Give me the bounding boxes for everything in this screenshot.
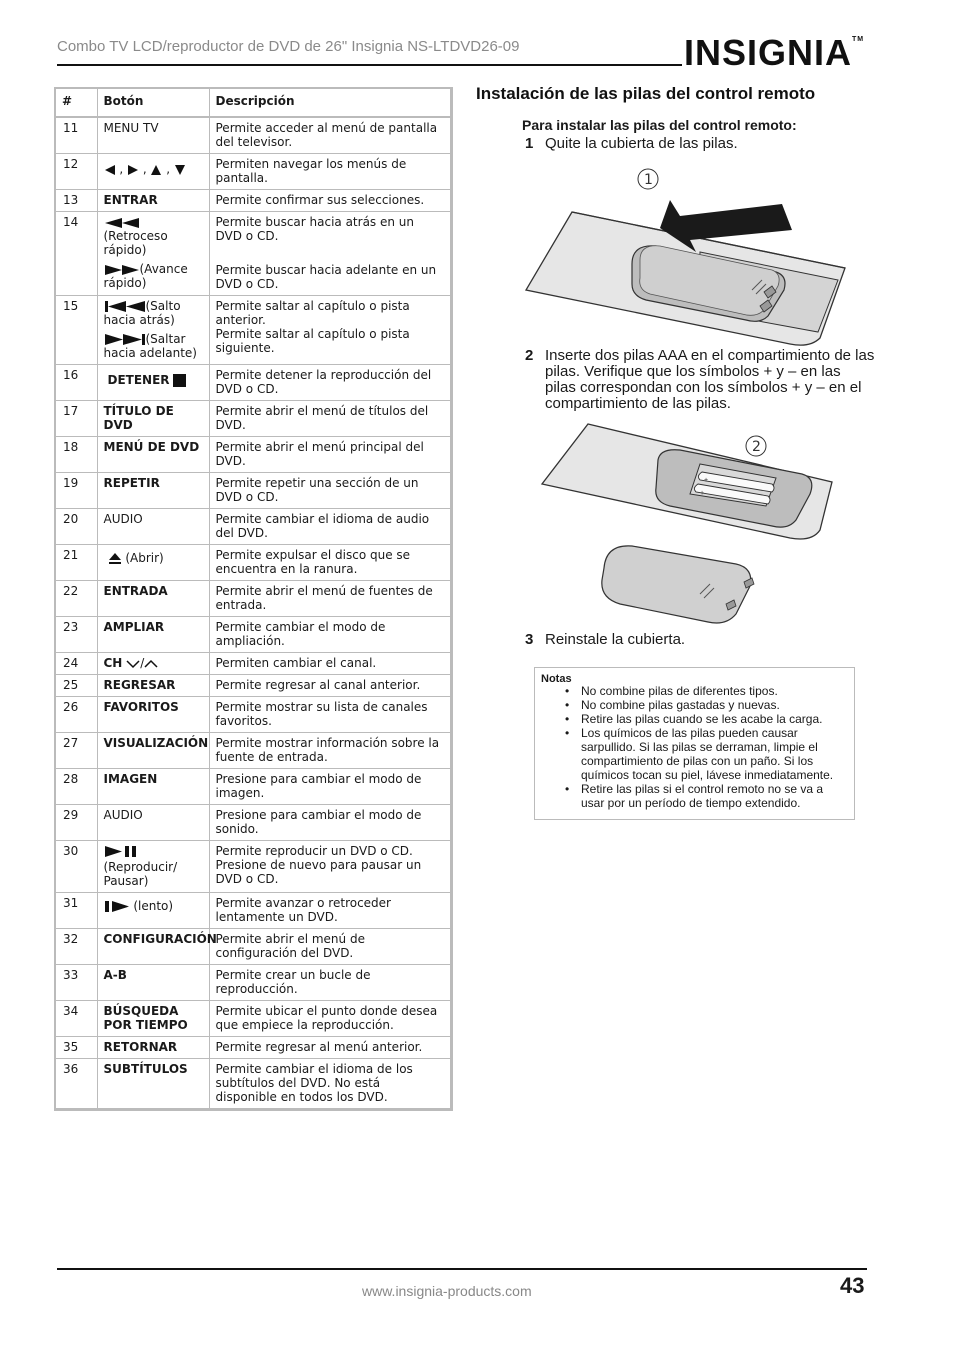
slow-label: (lento)	[133, 899, 174, 913]
row-button: BÚSQUEDA POR TIEMPO	[97, 1001, 209, 1037]
row-num: 30	[56, 841, 97, 893]
row-button: CONFIGURACIÓN	[97, 929, 209, 965]
row-desc: Permite repetir una sección de un DVD o CD.	[209, 473, 450, 509]
row-num: 27	[56, 733, 97, 769]
row-desc	[209, 296, 450, 365]
row-desc: Presione para cambiar el modo de imagen.	[209, 769, 450, 805]
row-button: REPETIR	[97, 473, 209, 509]
row-num: 23	[56, 617, 97, 653]
notes-box	[534, 667, 855, 820]
table-row	[56, 212, 450, 296]
row-desc: Permite abrir el menú de fuentes de entrada.	[209, 581, 450, 617]
row-num: 24	[56, 653, 97, 675]
table-row	[56, 545, 450, 581]
row-num: 11	[56, 117, 97, 154]
table-row	[56, 805, 450, 841]
notes-list	[535, 684, 846, 810]
rewind-icon	[104, 217, 140, 229]
row-num: 29	[56, 805, 97, 841]
logo-text: INSIGNIA	[684, 32, 853, 73]
chevron-up-icon	[144, 659, 158, 669]
step-number: 2	[525, 347, 534, 364]
row-desc: Permite expulsar el disco que se encuentra en la ranura.	[209, 545, 450, 581]
rewind-desc: Permite buscar hacia atrás en un DVD o CD.	[215, 215, 414, 243]
col-header-desc: Descripción	[209, 89, 450, 117]
section-heading: Instalación de las pilas del control remoto	[476, 84, 816, 103]
table-row	[56, 929, 450, 965]
row-desc: Permite crear un bucle de reproducción.	[209, 965, 450, 1001]
row-desc: Permite cambiar el modo de ampliación.	[209, 617, 450, 653]
table-row	[56, 733, 450, 769]
row-num: 19	[56, 473, 97, 509]
remove-cover-illustration	[520, 160, 850, 350]
table-row	[56, 697, 450, 733]
row-button: AMPLIAR	[97, 617, 209, 653]
page-number: 43	[840, 1273, 865, 1298]
table-row	[56, 965, 450, 1001]
table-row	[56, 617, 450, 653]
row-desc: Presione para cambiar el modo de sonido.	[209, 805, 450, 841]
step-text: Reinstale la cubierta.	[545, 631, 686, 648]
arrow-down-icon	[174, 164, 186, 176]
ch-label: CH	[103, 656, 123, 670]
table-row	[56, 509, 450, 545]
row-num: 26	[56, 697, 97, 733]
row-button: AUDIO	[97, 805, 209, 841]
row-num: 14	[56, 212, 97, 296]
row-desc: Permite regresar al canal anterior.	[209, 675, 450, 697]
row-num: 18	[56, 437, 97, 473]
footer-url: www.insignia-products.com	[362, 1283, 532, 1299]
skip-forward-label: (Saltar hacia adelante)	[103, 332, 197, 360]
row-desc: Permite detener la reproducción del DVD o CD.	[209, 365, 450, 401]
table-row	[56, 154, 450, 190]
row-desc: Permite cambiar el idioma de los subtítulos del DVD. No está disponible en todos los DVD.	[209, 1059, 450, 1109]
skip-back-icon	[104, 300, 146, 313]
table-header-row	[56, 89, 450, 117]
skip-forward-desc: Permite saltar al capítulo o pista siguiente.	[215, 327, 410, 355]
footer-rule	[57, 1268, 867, 1270]
row-button: AUDIO	[97, 509, 209, 545]
row-button: A-B	[97, 965, 209, 1001]
table-row	[56, 401, 450, 437]
fast-forward-desc: Permite buscar hacia adelante en un DVD o CD.	[215, 263, 437, 291]
arrow-up-icon	[150, 164, 162, 176]
row-desc: Permite acceder al menú de pantalla del televisor.	[209, 117, 450, 154]
table-row	[56, 365, 450, 401]
table-row	[56, 581, 450, 617]
col-header-num: #	[56, 89, 97, 117]
table-row	[56, 437, 450, 473]
slow-icon	[104, 900, 130, 913]
step-text: Inserte dos pilas AAA en el compartimiento de las pilas. Verifique que los símbolos + y – en las pilas correspondan con los símbolos + y – en el compartimiento de las pilas.	[545, 347, 875, 412]
row-button: RETORNAR	[97, 1037, 209, 1059]
row-num: 17	[56, 401, 97, 437]
table-row	[56, 190, 450, 212]
table-row	[56, 769, 450, 805]
row-desc: Permite abrir el menú principal del DVD.	[209, 437, 450, 473]
eject-icon	[108, 553, 122, 565]
row-button: IMAGEN	[97, 769, 209, 805]
stop-icon	[173, 374, 186, 387]
row-desc: Permite mostrar su lista de canales favoritos.	[209, 697, 450, 733]
row-num: 21	[56, 545, 97, 581]
play-pause-icon	[104, 845, 138, 858]
row-num: 12	[56, 154, 97, 190]
step-number: 1	[525, 135, 534, 152]
step-text: Quite la cubierta de las pilas.	[545, 135, 738, 152]
button-table	[54, 87, 453, 1111]
row-button: VISUALIZACIÓN	[97, 733, 209, 769]
table-row	[56, 653, 450, 675]
procedure-heading: Para instalar las pilas del control remoto:	[522, 117, 797, 133]
row-button: MENU TV	[97, 117, 209, 154]
row-desc: Permiten navegar los menús de pantalla.	[209, 154, 450, 190]
brand-logo	[684, 32, 864, 74]
row-button	[97, 212, 209, 296]
row-button: MENÚ DE DVD	[97, 437, 209, 473]
row-button	[97, 545, 209, 581]
table-row	[56, 117, 450, 154]
row-desc: Permite ubicar el punto donde desea que empiece la reproducción.	[209, 1001, 450, 1037]
row-desc: Permiten cambiar el canal.	[209, 653, 450, 675]
row-num: 13	[56, 190, 97, 212]
list-item: • No combine pilas de diferentes tipos.	[581, 684, 846, 698]
skip-back-desc: Permite saltar al capítulo o pista anterior.	[215, 299, 410, 327]
row-button: TÍTULO DE DVD	[97, 401, 209, 437]
arrow-right-icon	[127, 164, 139, 176]
table-row	[56, 473, 450, 509]
plus-sign: +	[700, 490, 705, 497]
table-row	[56, 893, 450, 929]
table-row	[56, 1037, 450, 1059]
fast-forward-label: (Avance rápido)	[103, 262, 188, 290]
header-title: Combo TV LCD/reproductor de DVD de 26" Insignia NS-LTDVD26-09	[57, 38, 520, 55]
step-number: 3	[525, 631, 534, 648]
callout-2: 2	[752, 439, 761, 455]
chevron-down-icon	[126, 659, 140, 669]
table-row	[56, 296, 450, 365]
row-num: 16	[56, 365, 97, 401]
row-desc	[209, 212, 450, 296]
table-row	[56, 675, 450, 697]
table-row	[56, 1001, 450, 1037]
play-pause-label: (Reproducir/ Pausar)	[103, 860, 178, 888]
row-num: 20	[56, 509, 97, 545]
row-num: 33	[56, 965, 97, 1001]
table-row	[56, 1059, 450, 1109]
insert-batteries-illustration	[540, 420, 840, 635]
row-button	[97, 893, 209, 929]
row-num: 15	[56, 296, 97, 365]
row-num: 36	[56, 1059, 97, 1109]
row-desc: Permite abrir el menú de configuración del DVD.	[209, 929, 450, 965]
row-num: 32	[56, 929, 97, 965]
list-item: • Los químicos de las pilas pueden causar sarpullido. Si las pilas se derraman, limpie el compartimiento de pilas con un paño. Si los químicos tocan su piel, lávese inmediatamente.	[581, 726, 846, 782]
row-desc: Permite confirmar sus selecciones.	[209, 190, 450, 212]
row-num: 22	[56, 581, 97, 617]
rewind-label: (Retroceso rápido)	[103, 229, 168, 257]
row-button: SUBTÍTULOS	[97, 1059, 209, 1109]
list-item: • Retire las pilas si el control remoto no se va a usar por un período de tiempo extendido.	[581, 782, 846, 810]
row-desc: Permite avanzar o retroceder lentamente un DVD.	[209, 893, 450, 929]
row-button	[97, 365, 209, 401]
row-button: , , ,	[97, 154, 209, 190]
skip-forward-icon	[104, 333, 146, 346]
row-num: 34	[56, 1001, 97, 1037]
plus-sign: +	[704, 477, 709, 484]
fast-forward-icon	[104, 264, 140, 276]
row-desc: Permite reproducir un DVD o CD. Presione de nuevo para pausar un DVD o CD.	[209, 841, 450, 893]
row-num: 35	[56, 1037, 97, 1059]
row-num: 28	[56, 769, 97, 805]
trademark: TM	[852, 36, 865, 43]
row-button	[97, 296, 209, 365]
row-desc: Permite mostrar información sobre la fuente de entrada.	[209, 733, 450, 769]
row-button: REGRESAR	[97, 675, 209, 697]
row-desc: Permite regresar al menú anterior.	[209, 1037, 450, 1059]
list-item: • No combine pilas gastadas y nuevas.	[581, 698, 846, 712]
row-button: ENTRAR	[97, 190, 209, 212]
eject-label: (Abrir)	[125, 551, 164, 565]
row-button: CH /	[97, 653, 209, 675]
skip-back-label: (Salto hacia atrás)	[103, 299, 181, 327]
row-button: ENTRADA	[97, 581, 209, 617]
row-num: 31	[56, 893, 97, 929]
list-item: • Retire las pilas cuando se les acabe la carga.	[581, 712, 846, 726]
row-button	[97, 841, 209, 893]
row-desc: Permite abrir el menú de títulos del DVD.	[209, 401, 450, 437]
row-desc: Permite cambiar el idioma de audio del DVD.	[209, 509, 450, 545]
row-num: 25	[56, 675, 97, 697]
header-rule	[57, 64, 682, 66]
notes-title: Notas	[541, 673, 572, 685]
col-header-button: Botón	[97, 89, 209, 117]
stop-label: DETENER	[107, 373, 170, 387]
callout-1: 1	[644, 172, 653, 188]
table-row	[56, 841, 450, 893]
row-button: FAVORITOS	[97, 697, 209, 733]
arrow-left-icon	[104, 164, 116, 176]
